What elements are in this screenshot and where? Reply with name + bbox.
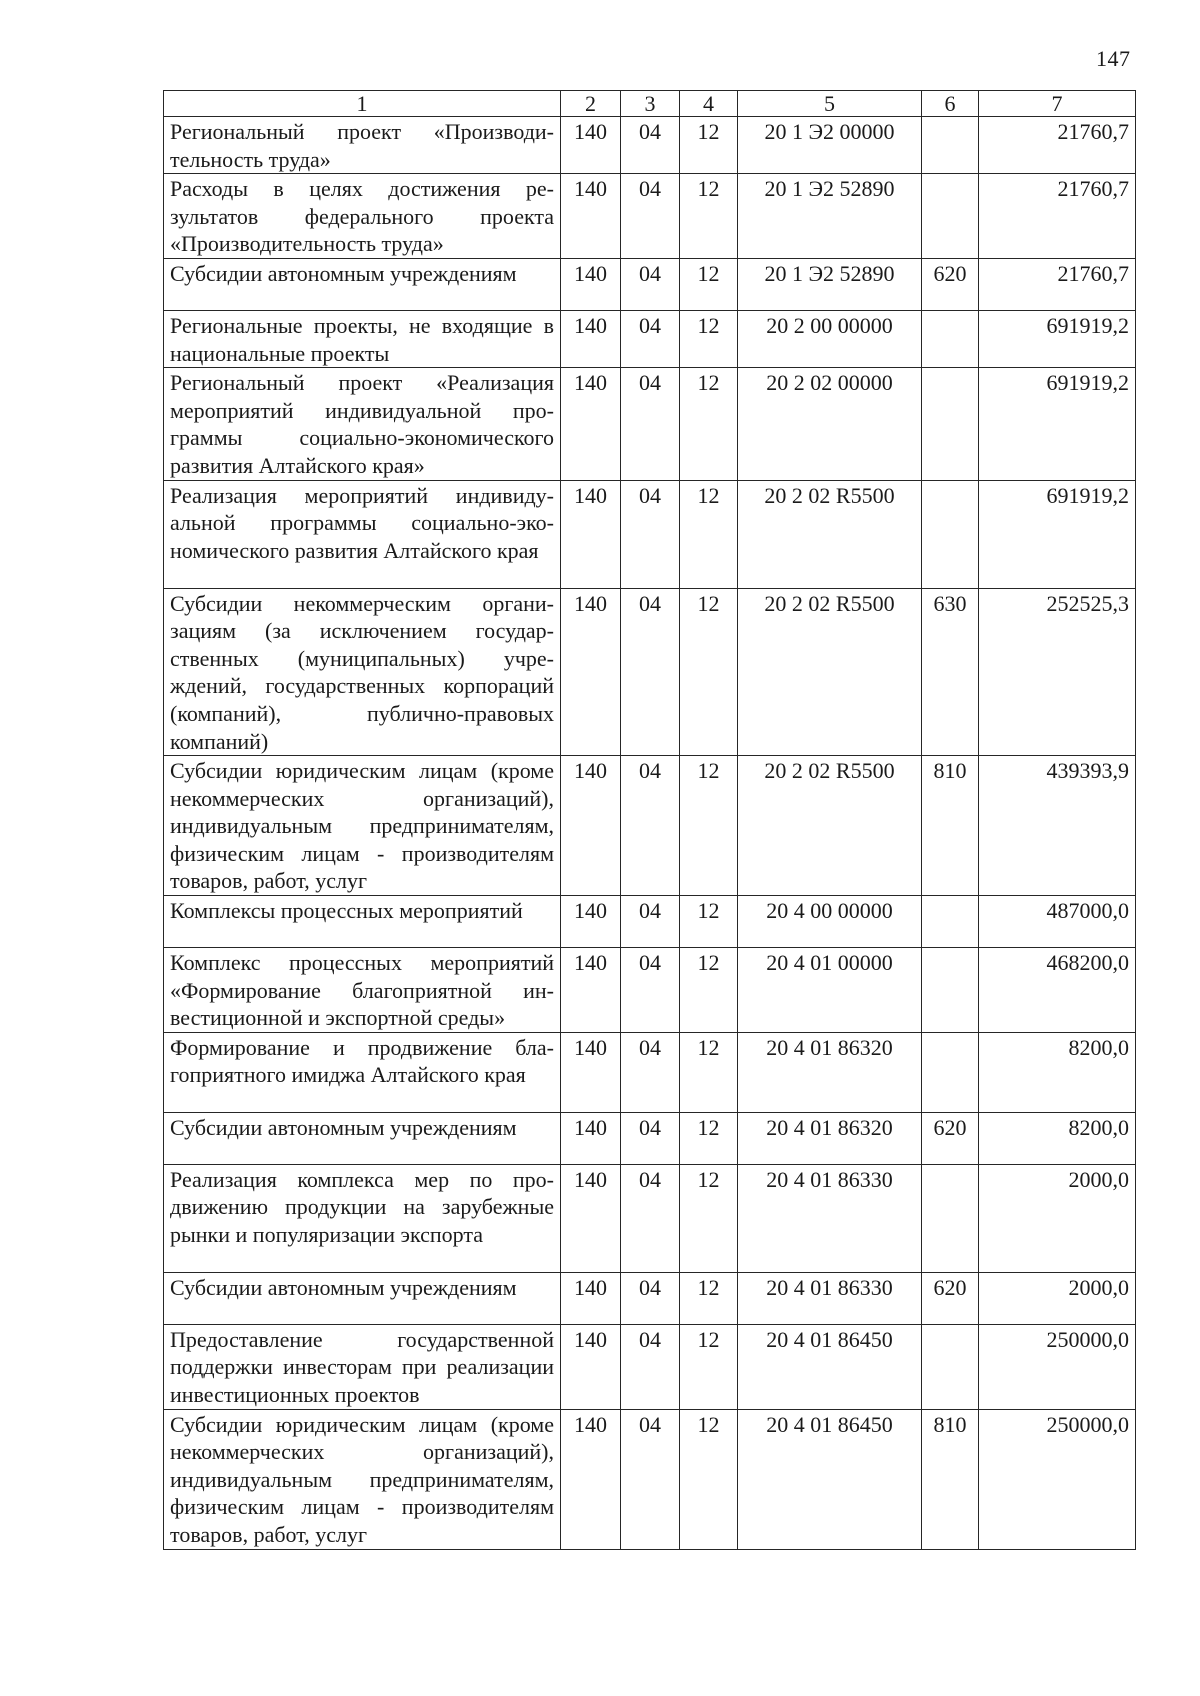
row-amount-cell: 8200,0: [979, 1032, 1136, 1112]
table-row: [164, 756, 1136, 896]
row-col5-cell: 20 1 Э2 52890: [738, 174, 922, 259]
row-col3-cell: 04: [621, 1324, 680, 1409]
table-row: [164, 1272, 1136, 1324]
row-col3-cell: 04: [621, 756, 680, 896]
row-amount-cell: 21760,7: [979, 174, 1136, 259]
table-row: [164, 174, 1136, 259]
row-col5-cell: 20 2 02 R5500: [738, 588, 922, 756]
row-col2-cell: 140: [561, 1409, 621, 1549]
row-col5-cell: 20 1 Э2 52890: [738, 258, 922, 310]
row-col5-cell: 20 4 01 86330: [738, 1164, 922, 1272]
row-col3-cell: 04: [621, 1164, 680, 1272]
row-col6-cell: 810: [922, 756, 979, 896]
row-col4-cell: 12: [680, 948, 738, 1033]
row-name-cell: Реализация комплекса мер по продвижению продукции на зарубежные рынки и популяризации экспорта: [164, 1164, 561, 1272]
row-name-cell: Расходы в целях достижения результатов федерального проекта «Производительность труда»: [164, 174, 561, 259]
row-col4-cell: 12: [680, 1112, 738, 1164]
row-col3-cell: 04: [621, 258, 680, 310]
row-col4-cell: 12: [680, 310, 738, 367]
table-row: [164, 1409, 1136, 1549]
row-name-cell: Региональные проекты, не входящие в национальные проекты: [164, 310, 561, 367]
row-name-cell: Субсидии юридическим лицам (кроме некоммерческих организаций), индивидуальным предпринимателям, физическим лицам - производителям товаров, работ, услуг: [164, 756, 561, 896]
row-col5-cell: 20 2 02 00000: [738, 368, 922, 480]
row-amount-cell: 691919,2: [979, 310, 1136, 367]
row-amount-cell: 691919,2: [979, 368, 1136, 480]
row-col6-cell: [922, 310, 979, 367]
table-header: [164, 91, 1136, 117]
row-name-cell: Предоставление государственной поддержки инвесторам при реализации инвестиционных проектов: [164, 1324, 561, 1409]
row-col4-cell: 12: [680, 588, 738, 756]
row-name-cell: Формирование и продвижение благоприятного имиджа Алтайского края: [164, 1032, 561, 1112]
row-col4-cell: 12: [680, 1272, 738, 1324]
row-col2-cell: 140: [561, 480, 621, 588]
row-col4-cell: 12: [680, 174, 738, 259]
row-col6-cell: [922, 1324, 979, 1409]
row-col5-cell: 20 4 01 86450: [738, 1324, 922, 1409]
table-row: [164, 588, 1136, 756]
budget-table: [163, 90, 1136, 1550]
row-col5-cell: 20 1 Э2 00000: [738, 117, 922, 174]
row-col2-cell: 140: [561, 258, 621, 310]
column-header-4: 4: [680, 91, 738, 117]
row-amount-cell: 691919,2: [979, 480, 1136, 588]
header-row: [164, 91, 1136, 117]
row-amount-cell: 2000,0: [979, 1272, 1136, 1324]
row-col6-cell: [922, 174, 979, 259]
row-col3-cell: 04: [621, 1409, 680, 1549]
row-col3-cell: 04: [621, 117, 680, 174]
column-header-1: 1: [164, 91, 561, 117]
table-row: [164, 480, 1136, 588]
row-col3-cell: 04: [621, 896, 680, 948]
table-row: [164, 1112, 1136, 1164]
row-name-cell: Региональный проект «Реализация мероприятий индивидуальной программы социально-экономического развития Алтайского края»: [164, 368, 561, 480]
row-col5-cell: 20 4 01 86320: [738, 1112, 922, 1164]
row-name-cell: Региональный проект «Производительность труда»: [164, 117, 561, 174]
row-col6-cell: 620: [922, 1272, 979, 1324]
row-col4-cell: 12: [680, 1164, 738, 1272]
row-col2-cell: 140: [561, 1032, 621, 1112]
row-col4-cell: 12: [680, 258, 738, 310]
column-header-3: 3: [621, 91, 680, 117]
row-col4-cell: 12: [680, 1409, 738, 1549]
row-col6-cell: 620: [922, 1112, 979, 1164]
table-row: [164, 310, 1136, 367]
table-body: [164, 117, 1136, 1550]
row-col3-cell: 04: [621, 1112, 680, 1164]
row-amount-cell: 487000,0: [979, 896, 1136, 948]
row-amount-cell: 21760,7: [979, 117, 1136, 174]
row-col2-cell: 140: [561, 174, 621, 259]
row-amount-cell: 21760,7: [979, 258, 1136, 310]
row-name-cell: Субсидии автономным учреждениям: [164, 1272, 561, 1324]
row-col3-cell: 04: [621, 588, 680, 756]
table-row: [164, 258, 1136, 310]
row-col6-cell: [922, 368, 979, 480]
row-name-cell: Субсидии юридическим лицам (кроме некоммерческих организаций), индивидуальным предпринимателям, физическим лицам - производителям товаров, работ, услуг: [164, 1409, 561, 1549]
page-number: 147: [1096, 46, 1131, 71]
row-col6-cell: [922, 117, 979, 174]
table-row: [164, 368, 1136, 480]
row-col4-cell: 12: [680, 117, 738, 174]
row-col5-cell: 20 4 01 86450: [738, 1409, 922, 1549]
row-col6-cell: 810: [922, 1409, 979, 1549]
row-col4-cell: 12: [680, 480, 738, 588]
row-col6-cell: [922, 1032, 979, 1112]
row-col3-cell: 04: [621, 1272, 680, 1324]
row-col2-cell: 140: [561, 756, 621, 896]
row-col5-cell: 20 4 01 00000: [738, 948, 922, 1033]
row-name-cell: Комплекс процессных мероприятий «Формирование благоприятной инвестиционной и экспортной среды»: [164, 948, 561, 1033]
row-name-cell: Комплексы процессных мероприятий: [164, 896, 561, 948]
table-row: [164, 1032, 1136, 1112]
row-col5-cell: 20 4 00 00000: [738, 896, 922, 948]
row-col2-cell: 140: [561, 1272, 621, 1324]
row-col2-cell: 140: [561, 117, 621, 174]
column-header-2: 2: [561, 91, 621, 117]
row-amount-cell: 439393,9: [979, 756, 1136, 896]
row-col4-cell: 12: [680, 896, 738, 948]
table-row: [164, 1324, 1136, 1409]
row-col2-cell: 140: [561, 368, 621, 480]
row-amount-cell: 8200,0: [979, 1112, 1136, 1164]
row-amount-cell: 252525,3: [979, 588, 1136, 756]
row-col6-cell: [922, 1164, 979, 1272]
table-row: [164, 117, 1136, 174]
row-col4-cell: 12: [680, 1032, 738, 1112]
row-col5-cell: 20 2 02 R5500: [738, 756, 922, 896]
table-row: [164, 896, 1136, 948]
row-col3-cell: 04: [621, 368, 680, 480]
row-col5-cell: 20 4 01 86330: [738, 1272, 922, 1324]
row-col5-cell: 20 4 01 86320: [738, 1032, 922, 1112]
row-amount-cell: 2000,0: [979, 1164, 1136, 1272]
row-name-cell: Субсидии автономным учреждениям: [164, 258, 561, 310]
row-name-cell: Субсидии автономным учреждениям: [164, 1112, 561, 1164]
row-amount-cell: 468200,0: [979, 948, 1136, 1033]
row-col6-cell: [922, 896, 979, 948]
row-name-cell: Субсидии некоммерческим организациям (за исключением государственных (муниципальных) учреждений, государственных корпораций (компаний), публично-правовых компаний): [164, 588, 561, 756]
row-col3-cell: 04: [621, 310, 680, 367]
column-header-6: 6: [922, 91, 979, 117]
row-col2-cell: 140: [561, 1164, 621, 1272]
row-amount-cell: 250000,0: [979, 1409, 1136, 1549]
column-header-5: 5: [738, 91, 922, 117]
row-col2-cell: 140: [561, 588, 621, 756]
table-row: [164, 948, 1136, 1033]
row-col3-cell: 04: [621, 480, 680, 588]
column-header-7: 7: [979, 91, 1136, 117]
row-col3-cell: 04: [621, 948, 680, 1033]
row-col5-cell: 20 2 02 R5500: [738, 480, 922, 588]
row-col4-cell: 12: [680, 368, 738, 480]
row-col6-cell: [922, 948, 979, 1033]
row-col6-cell: [922, 480, 979, 588]
row-col6-cell: 620: [922, 258, 979, 310]
row-col2-cell: 140: [561, 310, 621, 367]
row-col6-cell: 630: [922, 588, 979, 756]
row-col2-cell: 140: [561, 948, 621, 1033]
row-col5-cell: 20 2 00 00000: [738, 310, 922, 367]
row-col2-cell: 140: [561, 1112, 621, 1164]
row-col2-cell: 140: [561, 1324, 621, 1409]
row-col3-cell: 04: [621, 174, 680, 259]
row-col3-cell: 04: [621, 1032, 680, 1112]
row-col2-cell: 140: [561, 896, 621, 948]
table-row: [164, 1164, 1136, 1272]
row-col4-cell: 12: [680, 1324, 738, 1409]
row-name-cell: Реализация мероприятий индивидуальной программы социально-экономического развития Алтайского края: [164, 480, 561, 588]
row-amount-cell: 250000,0: [979, 1324, 1136, 1409]
row-col4-cell: 12: [680, 756, 738, 896]
